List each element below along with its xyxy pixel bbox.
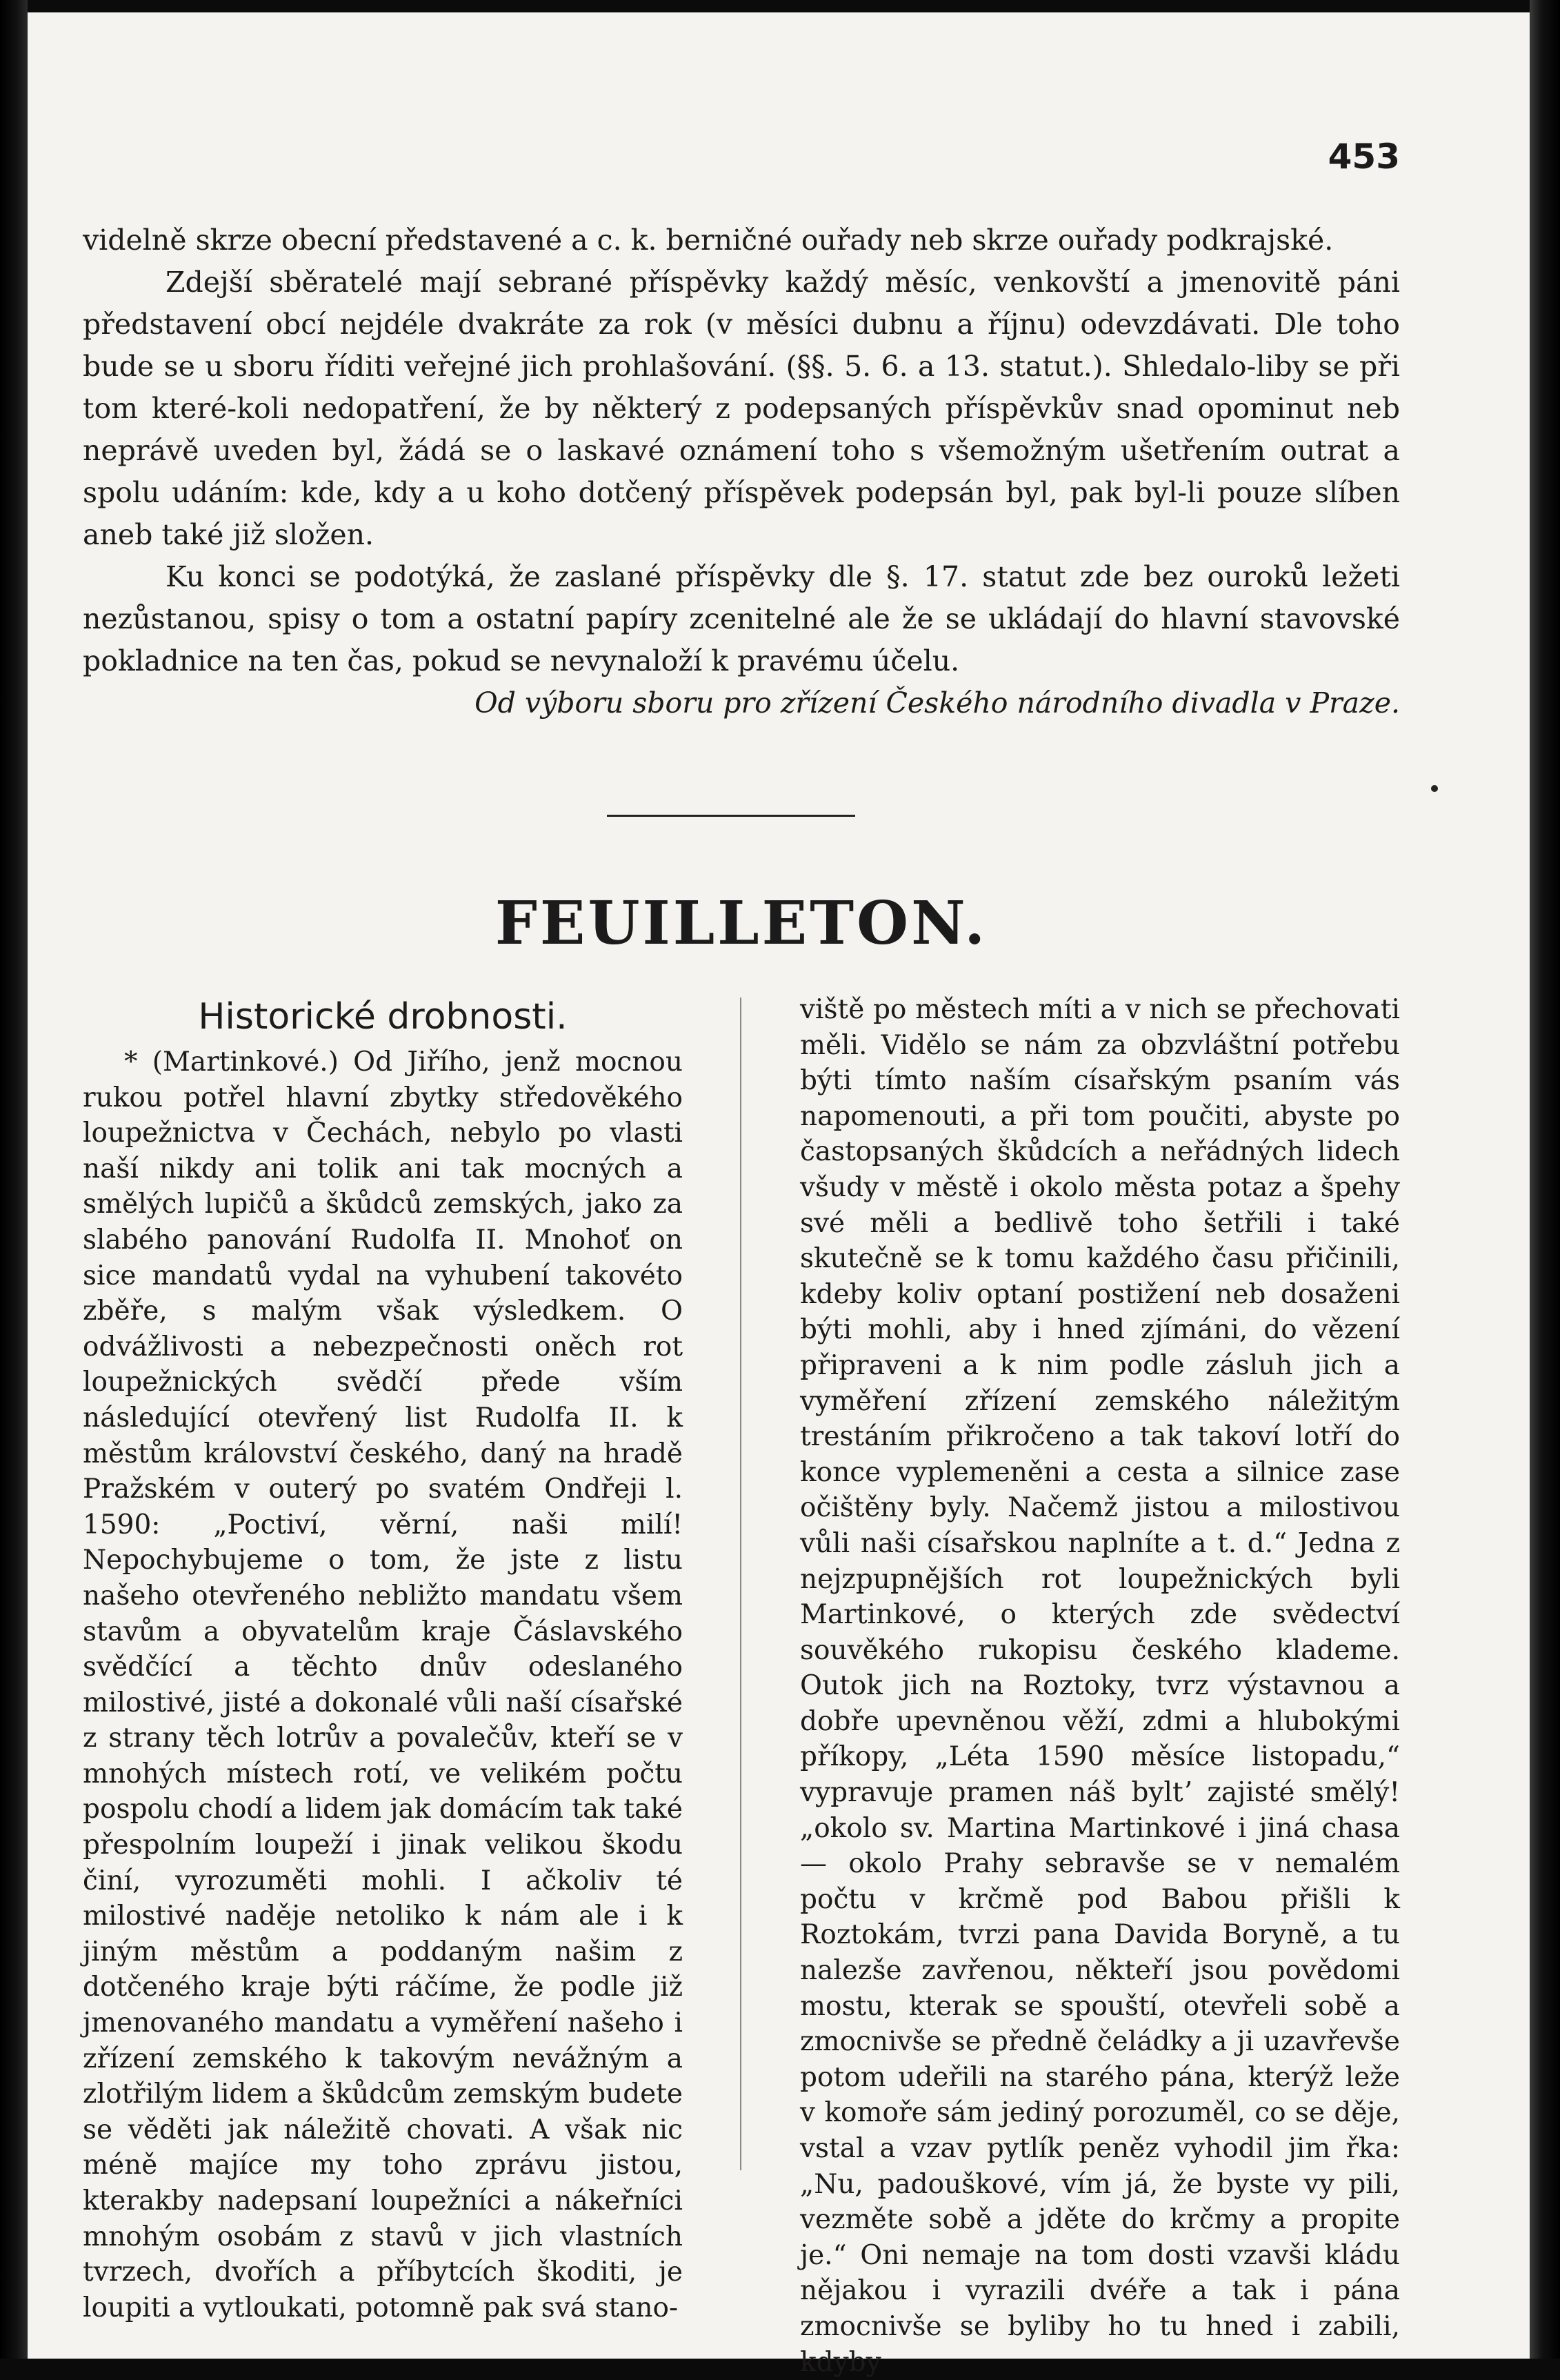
article-title: Historické drobnosti. <box>198 996 568 1038</box>
announcement-paragraph-1: videlně skrze obecní představené a c. k. berničné ouřady neb skrze ouřady podkrajské. <box>83 224 1334 257</box>
book-binding-left <box>0 0 28 2359</box>
feuilleton-heading: FEUILLETON. <box>494 889 988 958</box>
column-divider <box>740 998 741 2170</box>
book-binding-right <box>1530 0 1560 2359</box>
left-column <box>83 992 683 2326</box>
announcement-text <box>83 219 1400 724</box>
page-number: 453 <box>1328 137 1400 177</box>
announcement-paragraph-2: Zdejší sběratelé mají sebrané příspěvky každý měsíc, venkovští a jmenovitě páni představení obcí nejdéle dvakráte za rok (v měsíci dubnu a říjnu) odevzdávati. Dle toho bude se u sboru říditi veřejné jich prohlašování. (§§. 5. 6. a 13. statut.). Shledalo-liby se při tom které-koli nedopatření, že by některý z podepsaných příspěvkův snad opominut neb neprávě uveden byl, žádá se o laskavé oznámení toho s všemožným ušetřením outrat a spolu udáním: kde, kdy a u koho dotčený příspěvek podepsán byl, pak byl-li pouze slíben aneb také již složen. <box>83 266 1400 551</box>
ink-dot <box>1431 785 1438 792</box>
announcement-paragraph-3: Ku konci se podotýká, že zaslané příspěvky dle §. 17. statut zde bez ouroků ležeti nezůstanou, spisy o tom a ostatní papíry zcenitelné ale že se ukládají do hlavní stavovské pokladnice na ten čas, pokud se nevynaloží k pravému účelu. <box>83 560 1400 677</box>
right-column <box>800 992 1400 2380</box>
section-divider-rule <box>607 815 855 817</box>
right-column-body: viště po městech míti a v nich se přechovati měli. Vidělo se nám za obzvláštní potřebu býti tímto naším císařským psaním vás napomenouti, a při tom poučiti, abyste po častopsaných škůdcích a neřádných lidech všudy v městě i okolo města potaz a špehy své měli a bedlivě toho šetřili i také skutečně se k tomu každého času přičinili, kdeby koliv optaní postižení neb dosaženi býti mohli, aby i hned zjímáni, do vězení připraveni a k nim podle zásluh jich a vyměření zřízení zemského náležitým trestáním přikročeno a tak takoví lotří do konce vyplemeněni a cesta a silnice zase očištěny byly. Načemž jistou a milostivou vůli naši císařskou naplníte a t. d.“ Jedna z nejzpupnějších rot loupežnických byli Martinkové, o kterých zde svědectví souvěkého rukopisu českého klademe. Outok jich na Roztoky, tvrz výstavnou a dobře upevněnou věží, zdmi a hlubokými příkopy, „Léta 1590 měsíce listopadu,“ vypravuje pramen náš byltʼ zajisté smělý! „okolo sv. Martina Martinkové i jiná chasa — okolo Prahy sebravše se v nemalém počtu v krčmě pod Babou přišli k Roztokám, tvrzi pana Davida Boryně, a tu nalezše zavřenou, někteří jsou povědomi mostu, kterak se spouští, otevřeli sobě a zmocnivše se předně čeládky a ji uzavřevše potom udeřili na starého pána, kterýž leže v komoře sám jediný porozuměl, co se děje, vstal a vzav pytlík peněz vyhodil jim řka: „Nu, padouškové, vím já, že byste vy pili, vezměte sobě a jděte do krčmy a propite je.“ Oni nemaje na tom dosti vzavši kládu nějakou i vyrazili dvéře a tak i pána zmocnivše se byliby ho tu hned i zabili, kdyby <box>800 994 1400 2378</box>
announcement-signature: Od výboru sboru pro zřízení Českého národního divadla v Praze. <box>474 686 1400 720</box>
page-content <box>83 12 1400 2378</box>
left-column-body: * (Martinkové.) Od Jiřího, jenž mocnou rukou potřel hlavní zbytky středověkého loupežnictva v Čechách, nebylo po vlasti naší nikdy ani tolik ani tak mocných a smělých lupičů a škůdců zemských, jako za slabého panování Rudolfa II. Mnohoť on sice mandatů vydal na vyhubení takovéto zběře, s malým však výsledkem. O odvážlivosti a nebezpečnosti oněch rot loupežnických svědčí přede vším následující otevřený list Rudolfa II. k městům království českého, daný na hradě Pražském v outerý po svatém Ondřeji l. 1590: „Poctiví, věrní, naši milí! Nepochybujeme o tom, že jste z listu našeho otevřeného nebližto mandatu všem stavům a obyvatelům kraje Čáslavského svědčící a těchto dnův odeslaného milostivé, jisté a dokonalé vůli naší císařské z strany těch lotrův a povalečův, kteří se v mnohých místech rotí, ve velikém počtu pospolu chodí a lidem jak domácím tak také přespolním loupeží i jinak velikou škodu činí, vyrozuměti mohli. I ačkoliv té milostivé naděje netoliko k nám ale i k jiným městům a poddaným našim z dotčeného kraje býti ráčíme, že podle již jmenovaného mandatu a vyměření našeho i zřízení zemského k takovým nevážným a zlotřilým lidem a škůdcům zemským budete se věděti jak náležitě chovati. A však nic méně majíce my toho zprávu jistou, kterakby nadepsaní loupežníci a nákeřníci mnohým osobám z stavů v jich vlastních tvrzech, dvořích a příbytcích škoditi, je loupiti a vytloukati, potomně pak svá stano- <box>83 1047 683 2323</box>
page-sheet <box>28 12 1530 2378</box>
